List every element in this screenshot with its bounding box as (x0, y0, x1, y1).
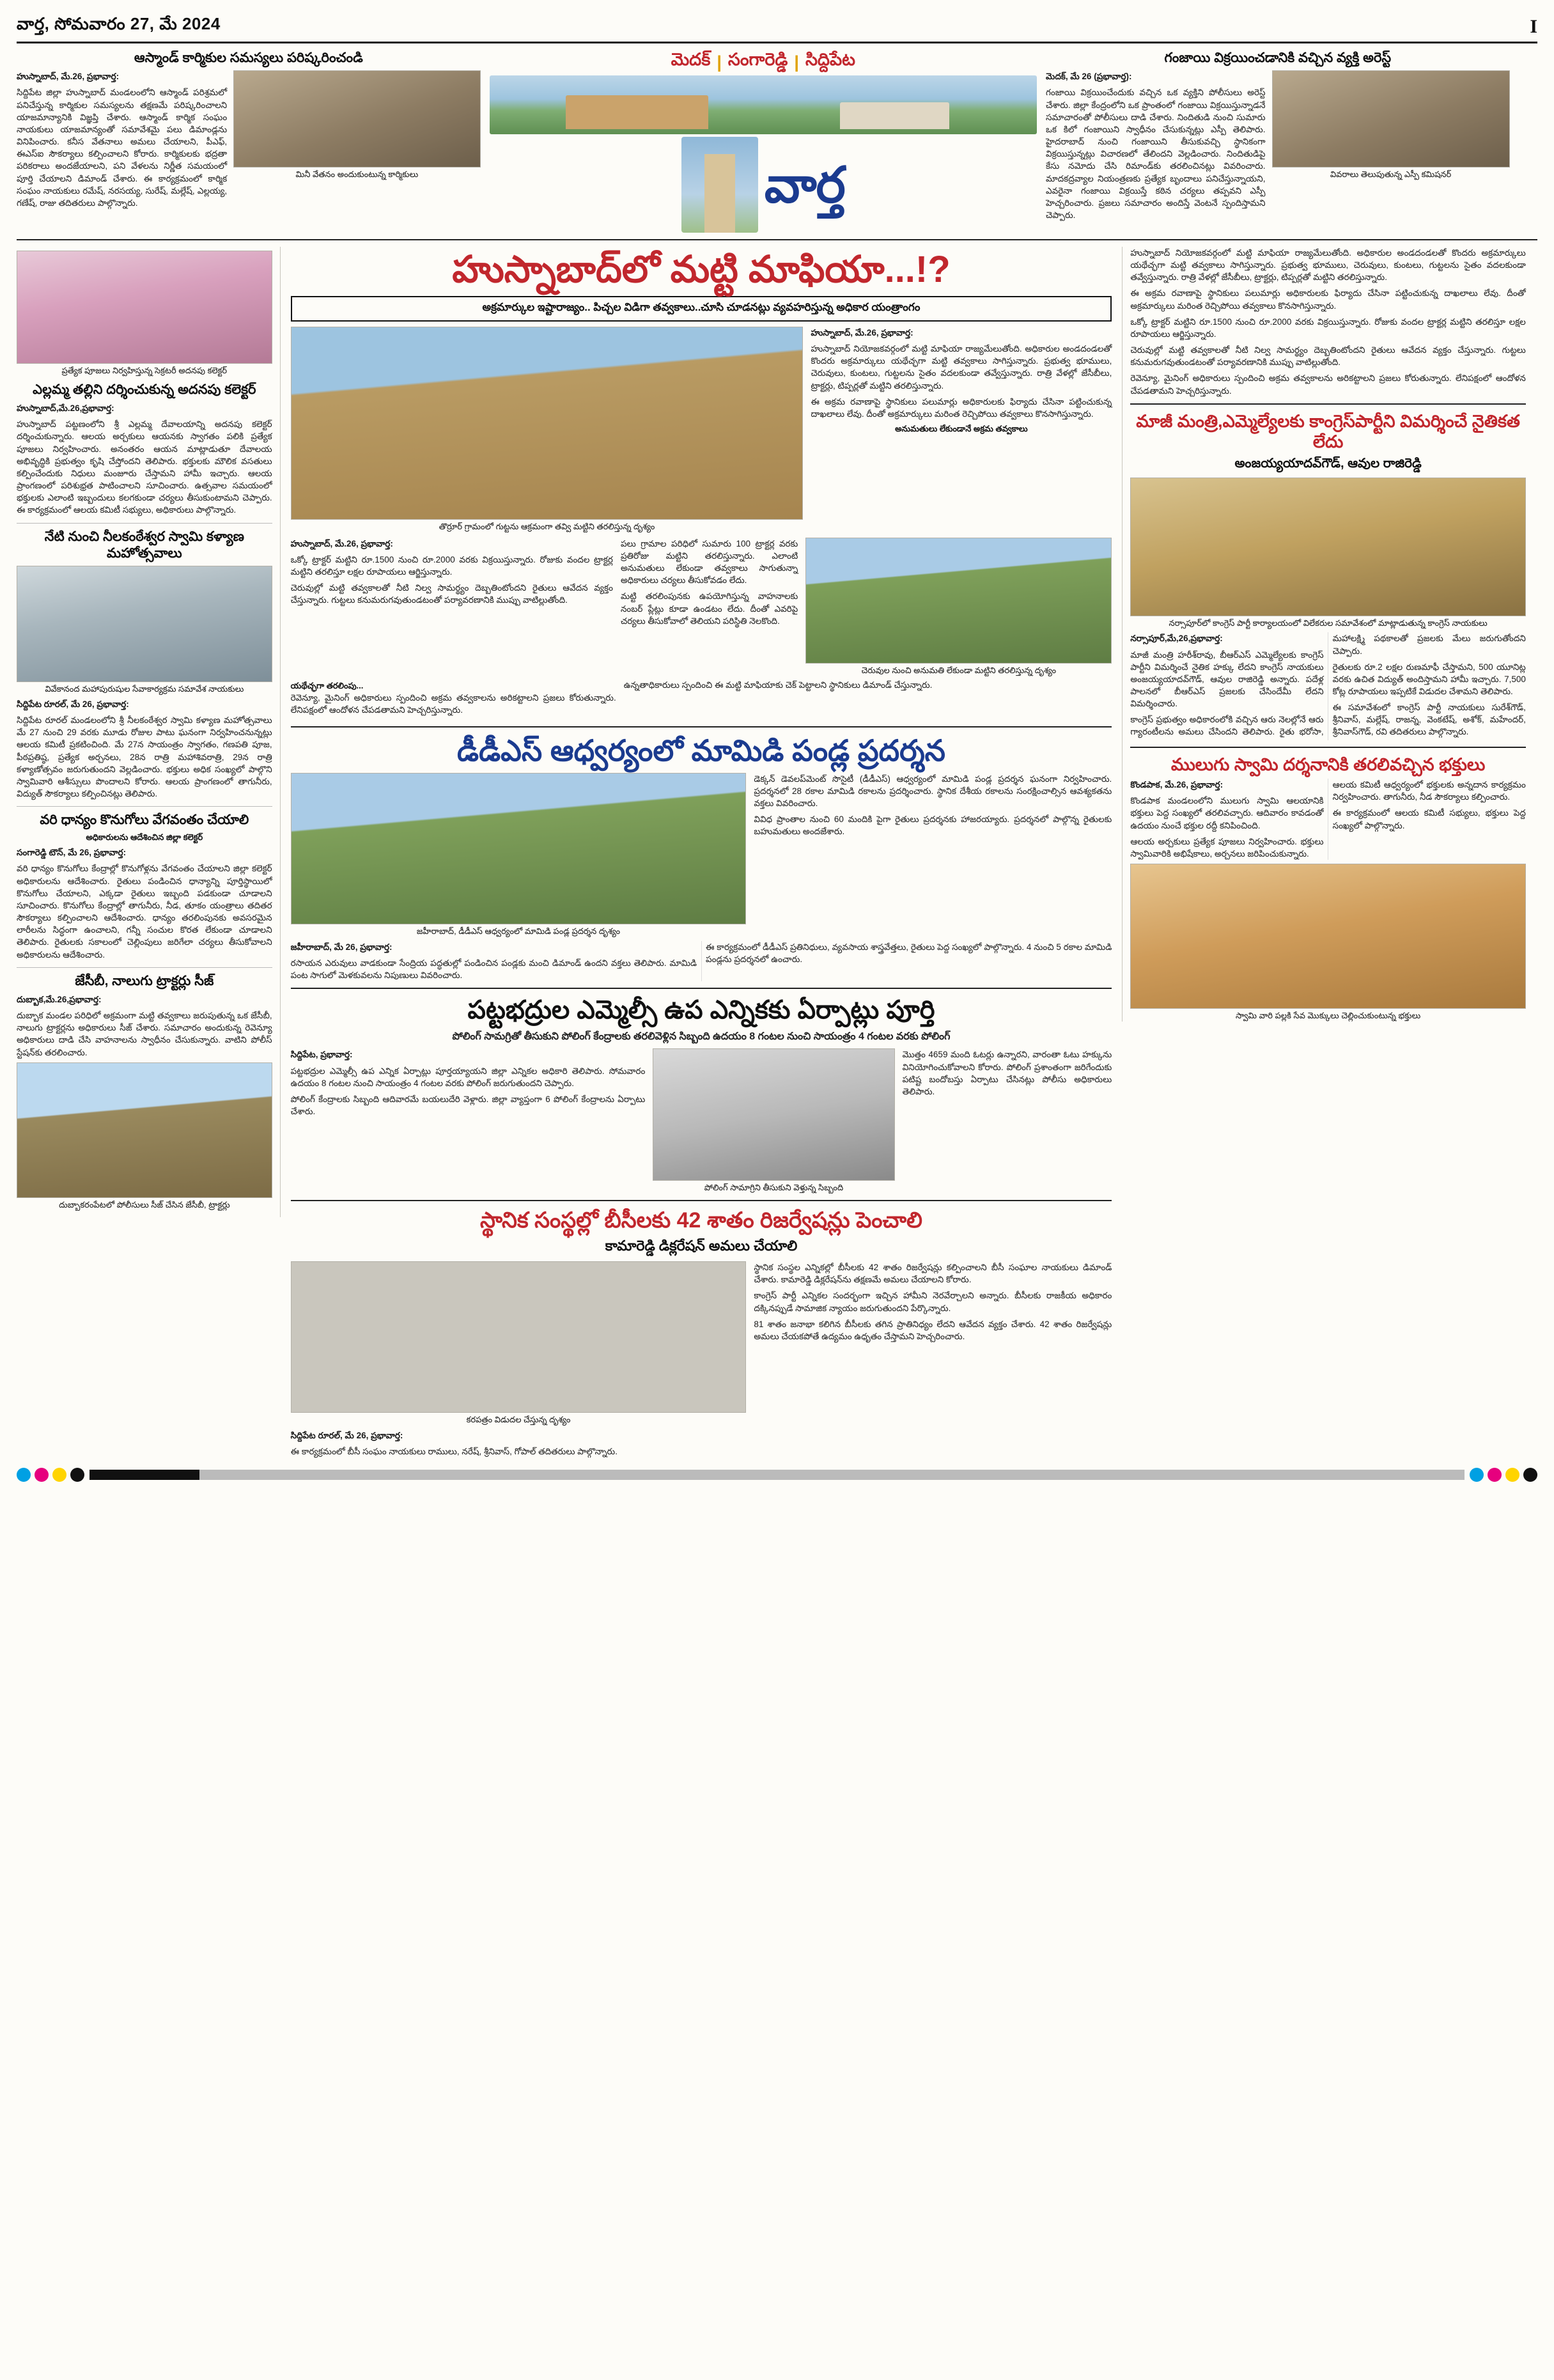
politics-body-2: రైతులకు రూ.2 లక్షల రుణమాఫీ చేస్తామని, 500 యూనిట్ల వరకు ఉచిత విద్యుత్ అందిస్తామని హామీ ఇచ్చారు. 7,500 కోట్ల రూపాయలు ఇప్పటికే విడుదల చేశామని తెలిపారు. (1332, 662, 1526, 697)
top-right-headline: గంజాయి విక్రయించడానికి వచ్చిన వ్యక్తి అరెస్ట్ (1164, 51, 1392, 65)
temple-body-3: ఈ కార్యక్రమంలో ఆలయ కమిటీ సభ్యులు, భక్తులు పెద్ద సంఖ్యలో పాల్గొన్నారు. (1332, 808, 1526, 830)
lead-subhead-band: అక్రమార్కుల ఇష్టారాజ్యం.. పిచ్చల విడిగా తవ్వకాలు..చూసి చూడనట్లు వ్యవహరిస్తున్న అధికార యంత్రాంగం (291, 296, 1112, 322)
left-story-4-dateline: దుబ్బాక,మే.26,ప్రభావార్త: (17, 994, 102, 1004)
left-story-2 (17, 529, 272, 800)
lead-body-3: చెరువుల్లో మట్టి తవ్వకాలతో నీటి నిల్వ సామర్థ్యం దెబ్బతింటోందని రైతులు ఆవేదన వ్యక్తం చేస్తున్నారు. గుట్టలు కనుమరుగవుతుండటంతో పర్యావరణానికి ముప్పు వాటిల్లుతోంది. (290, 583, 613, 605)
header-page-number: I (1530, 16, 1537, 37)
politics-photo-caption: నర్సాపూర్‌లో కాంగ్రెస్ పార్టీ కార్యాలయంలో విలేకరుల సమావేశంలో మాట్లాడుతున్న కాంగ్రెస్ నాయకులు (1169, 618, 1488, 628)
footer-dot-yellow-right (1505, 1468, 1519, 1482)
footer-dot-black-right (1523, 1468, 1537, 1482)
temple-headline: ములుగు స్వామి దర్శనానికి తరలివచ్చిన భక్తులు (1170, 754, 1486, 774)
left-divider-1 (17, 523, 272, 524)
temple-body-2: ఆలయ కమిటీ ఆధ్వర్యంలో భక్తులకు అన్నదాన కార్యక్రమం నిర్వహించారు. తాగునీరు, నీడ సౌకర్యాలు కల్పించారు. (1332, 780, 1526, 802)
page-header (17, 14, 1537, 43)
footer-dot-yellow-left (52, 1468, 66, 1482)
reservation-dateline: సిద్దిపేట రూరల్, మే 26, ప్రభావార్త: (290, 1430, 403, 1440)
lead-photo-2-caption: చెరువుల నుంచి అనుమతి లేకుండా మట్టిని తరలిస్తున్న దృశ్యం (861, 665, 1057, 675)
top-right-story (1046, 50, 1510, 233)
left-photo-4-caption: దుబ్బాకరంపేటలో పోలీసులు సీజ్ చేసిన జేసీబీ, ట్రాక్టర్లు (59, 1199, 230, 1209)
politics-body-0: మాజీ మంత్రి హరీశ్‌రావు, బీఆర్ఎస్ ఎమ్మెల్యేలకు కాంగ్రెస్ పార్టీని విమర్శించే నైతిక హక్కు లేదని కాంగ్రెస్ నాయకులు అంజయ్యయాదవ్‌గౌడ్, ఆవుల రాజిరెడ్డి అన్నారు. పదేళ్ల పాలనలో బీఆర్ఎస్ ప్రజలకు చేసిందేమీ లేదని విమర్శించారు. (1130, 649, 1324, 709)
top-right-dateline: మెదక్, మే 26 (ప్రభావార్త): (1046, 72, 1132, 82)
lead-body-6: మట్టి తరలింపునకు ఉపయోగిస్తున్న వాహనాలకు నంబర్ ప్లేట్లు కూడా ఉండటం లేదు. దీంతో ఎవరిపై చర్యలు తీసుకోవాలో తెలియని పరిస్థితి నెలకొంది. (620, 591, 798, 626)
left-story-3-headline: వరి ధాన్యం కొనుగోలు వేగవంతం చేయాలి (40, 813, 249, 828)
left-photo-1-caption: ప్రత్యేక పూజలు నిర్వహిస్తున్న సెక్రటరీ అదనపు కలెక్టర్ (61, 366, 228, 375)
left-photo-4 (17, 1062, 272, 1198)
header-date: వార్త, సోమవారం 27, మే 2024 (17, 14, 221, 33)
reservation-subhead: కామారెడ్డి డిక్లరేషన్ అమలు చేయాలి (605, 1238, 798, 1254)
lead-subhead-1: అనుమతులు లేకుండానే అక్రమ తవ్వకాలు (895, 424, 1028, 434)
top-left-photo-caption: మినీ వేతనం అందుకుంటున్న కార్మికులు (295, 169, 419, 180)
mango-body-1: వివిధ ప్రాంతాల నుంచి 60 మందికి పైగా రైతులు ప్రదర్శనకు హాజరయ్యారు. ప్రదర్శనలో పాల్గొన్న రైతులకు బహుమతులు అందజేశారు. (754, 814, 1112, 837)
lead-dateline: హుస్నాబాద్, మే.26, ప్రభావార్త: (811, 327, 913, 338)
top-right-photo (1272, 70, 1510, 167)
left-photo-1-block (17, 251, 272, 377)
mango-headline: డీడీఎస్ ఆధ్వర్యంలో మామిడి పండ్ల ప్రదర్శన (457, 733, 945, 767)
left-story-2-dateline: సిద్దిపేట రూరల్, మే 26, ప్రభావార్త: (17, 699, 129, 709)
mango-story (291, 734, 1112, 981)
mlc-story (291, 995, 1112, 1194)
right-divider-1 (1130, 403, 1526, 405)
left-photo-2 (17, 566, 272, 682)
footer-dot-black-left (70, 1468, 84, 1482)
politics-photo (1130, 478, 1526, 616)
left-divider-3 (17, 967, 272, 968)
reservation-body-1: కాంగ్రెస్ పార్టీ ఎన్నికల సందర్భంగా ఇచ్చిన హామీని నెరవేర్చాలని అన్నారు. బీసీలకు రాజకీయ అధికారం దక్కినప్పుడే సామాజిక న్యాయం జరుగుతుందని పేర్కొన్నారు. (754, 1291, 1112, 1313)
mlc-body-2: మొత్తం 4659 మంది ఓటర్లు ఉన్నారని, వారంతా ఓటు హక్కును వినియోగించుకోవాలని కోరారు. పోలింగ్ ప్రశాంతంగా జరిగేందుకు పటిష్ట బందోబస్తు ఏర్పాటు చేసినట్లు పోలీసు అధికారులు తెలిపారు. (902, 1050, 1112, 1096)
left-story-4-headline: జేసీబీ, నాలుగు ట్రాక్టర్లు సీజ్ (75, 973, 214, 988)
politics-subhead: అంజయ్యయాదవ్‌గౌడ్, ఆవుల రాజిరెడ్డి (1234, 456, 1422, 471)
footer-dot-magenta-left (35, 1468, 49, 1482)
right-lead-overflow (1130, 247, 1526, 397)
edition-sep-2: | (794, 52, 799, 72)
mlc-body-0: పట్టభద్రుల ఎమ్మెల్సీ ఉప ఎన్నిక ఏర్పాట్లు పూర్తయ్యాయని జిల్లా ఎన్నికల అధికారి తెలిపారు. సోమవారం ఉదయం 8 గంటల నుంచి సాయంత్రం 4 గంటల వరకు పోలింగ్ జరుగుతుందని చెప్పారు. (290, 1066, 646, 1088)
mango-photo (291, 773, 747, 924)
left-story-3-body: వరి ధాన్యం కొనుగోలు కేంద్రాల్లో కొనుగోళ్లను వేగవంతం చేయాలని జిల్లా కలెక్టర్ అధికారులను ఆదేశించారు. రైతులు పండించిన ధాన్యాన్ని పూర్తిస్థాయిలో కొనుగోలు చేయాలని, ఎక్కడా రైతులు ఇబ్బంది పడకుండా చూడాలని సూచించారు. కొనుగోలు కేంద్రాల్లో తాగునీరు, నీడ, తూకం యంత్రాలు తదితర సౌకర్యాలు కల్పించాలని ఆదేశించారు. ధాన్యం తరలింపునకు అవసరమైన లారీలను సిద్ధంగా ఉంచాలని, గన్నీ సంచుల కొరత లేకుండా చూడాలని తెలిపారు. రైతులకు సకాలంలో చెల్లింపులు జరిగేలా చర్యలు తీసుకోవాలని అధికారులను ఆదేశించారు. (17, 864, 272, 960)
masthead-banner-photo (490, 75, 1037, 134)
left-story-4 (17, 973, 272, 1211)
mlc-headline: పట్టభద్రుల ఎమ్మెల్సీ ఉప ఎన్నికకు ఏర్పాట్లు పూర్తి (467, 996, 935, 1025)
right-column (1122, 247, 1526, 1022)
lead-body-0: హుస్నాబాద్ నియోజకవర్గంలో మట్టి మాఫియా రాజ్యమేలుతోంది. అధికారుల అండదండలతో కొందరు అక్రమార్కులు యథేచ్ఛగా మట్టి తవ్వకాలు సాగిస్తున్నారు. ప్రభుత్వ భూములు, చెరువులు, కుంటలు, గుట్టలను సైతం వదలకుండా తవ్వేస్తున్నారు. రాత్రి వేళల్లో జేసీబీలు, ట్రాక్టర్లు, టిప్పర్లతో మట్టిని తరలిస్తున్నారు. (811, 344, 1112, 391)
left-column (17, 247, 281, 1217)
mlc-body-1: పోలింగ్ కేంద్రాలకు సిబ్బంది ఆదివారమే బయలుదేరి వెళ్లారు. జిల్లా వ్యాప్తంగా 6 పోలింగ్ కేంద్రాలను ఏర్పాటు చేశారు. (290, 1094, 646, 1116)
left-story-1-body: హుస్నాబాద్ పట్టణంలోని శ్రీ ఎల్లమ్మ దేవాలయాన్ని అదనపు కలెక్టర్ దర్శించుకున్నారు. ఆలయ అర్చకులు ఆయనకు స్వాగతం పలికి ప్రత్యేక పూజలు నిర్వహించారు. అనంతరం ఆయన మాట్లాడుతూ దేవాలయ అభివృద్ధికి ప్రభుత్వం కృషి చేస్తోందని తెలిపారు. భక్తులకు మౌలిక వసతులు కల్పించేందుకు నిధులు మంజూరు చేస్తామని హామీ ఇచ్చారు. ఆలయ ప్రాంగణంలో పరిశుభ్రత పాటించాలని సూచించారు. ఉత్సవాల సమయంలో భక్తులకు ఎలాంటి ఇబ్బందులు కలగకుండా చర్యలు తీసుకుంటామని చెప్పారు. ఈ కార్యక్రమంలో ఆలయ కమిటీ సభ్యులు, అధికారులు పాల్గొన్నారు. (17, 419, 272, 515)
top-right-body: గంజాయి విక్రయించేందుకు వచ్చిన ఒక వ్యక్తిని పోలీసులు అరెస్ట్ చేశారు. జిల్లా కేంద్రంలోని ఒక ప్రాంతంలో గంజాయి విక్రయిస్తున్నాడనే సమాచారంతో పోలీసులు దాడి చేశారు. నిందితుడి నుంచి సుమారు ఒక కిలో గంజాయిని స్వాధీనం చేసుకున్నట్లు ఎస్పీ తెలిపారు. హైదరాబాద్ నుంచి గంజాయిని తీసుకువచ్చి స్థానికంగా విక్రయిస్తున్నట్లు విచారణలో తేలిందని వెల్లడించారు. నిందితుడిపై కేసు నమోదు చేసి రిమాండ్‌కు తరలించినట్లు వివరించారు. మాదకద్రవ్యాల నియంత్రణకు ప్రత్యేక బృందాలు పనిచేస్తున్నాయని, ఎవరైనా గంజాయి విక్రయిస్తే కఠిన చర్యలు తప్పవని ఎస్పీ హెచ్చరించారు. ప్రజలు సమాచారం అందిస్తే వెంటనే స్పందిస్తామని చెప్పారు. (1046, 88, 1266, 220)
temple-dateline: కొండపాక, మే.26, ప్రభావార్త: (1130, 780, 1224, 790)
politics-headline: మాజీ మంత్రి,ఎమ్మెల్యేలకు కాంగ్రెస్‌పార్టీని విమర్శించే నైతికత లేదు (1136, 411, 1520, 452)
temple-photo (1130, 864, 1526, 1009)
temple-body-1: ఆలయ అర్చకులు ప్రత్యేక పూజలు నిర్వహించారు. భక్తులు స్వామివారికి అభిషేకాలు, అర్చనలు జరిపించుకున్నారు. (1130, 836, 1324, 859)
right-overflow-1: ఈ అక్రమ రవాణాపై స్థానికులు పలుమార్లు అధికారులకు ఫిర్యాదు చేసినా పట్టించుకున్న దాఖలాలు లేవు. దీంతో అక్రమార్కులు మరింత రెచ్చిపోయి తవ్వకాలు కొనసాగిస్తున్నారు. (1130, 288, 1526, 311)
reservation-photo-caption: కరపత్రం విడుదల చేస్తున్న దృశ్యం (466, 1415, 571, 1425)
top-left-story (17, 50, 481, 233)
lead-photo-main-caption: తొర్రూర్ గ్రామంలో గుట్టను ఆక్రమంగా తవ్వి మట్టిని తరలిస్తున్న దృశ్యం (439, 521, 655, 531)
left-story-3 (17, 812, 272, 961)
mid-divider-2 (291, 988, 1112, 989)
top-left-body: సిద్దిపేట జిల్లా హుస్నాబాద్ మండలంలోని ఆస్మాండ్ పరిశ్రమలో పనిచేస్తున్న కార్మికుల సమస్యలను తక్షణమే పరిష్కరించాలని యాజమాన్యానికి విజ్ఞప్తి చేశారు. ఆస్మాండ్ కార్మిక సంఘం నాయకులు యాజమాన్యంతో సమావేశమై పలు డిమాండ్లను వినిపించారు. కనీస వేతనాలు అమలు చేయాలని, పీఎఫ్, ఈఎస్ఐ సౌకర్యాలు కల్పించాలని కోరారు. కార్మికులకు భద్రతా పరికరాలు అందజేయాలని, పని వేళలను నిర్ణీత సమయంలో పూర్తి చేయాలని డిమాండ్ చేశారు. ఈ కార్యక్రమంలో కార్మిక సంఘం నాయకులు రమేష్, నరసయ్య, సురేష్, మల్లేష్, ఎల్లయ్య, గణేష్, రాజు తదితరులు పాల్గొన్నారు. (17, 88, 228, 208)
footer-dot-magenta-right (1488, 1468, 1502, 1482)
mango-body-3: ఈ కార్యక్రమంలో డీడీఎస్ ప్రతినిధులు, వ్యవసాయ శాస్త్రవేత్తలు, రైతులు పెద్ద సంఖ్యలో పాల్గొన్నారు. 4 నుంచి 5 రకాల మామిడి పండ్లను ప్రదర్శనలో ఉంచారు. (706, 942, 1112, 964)
reservation-headline: స్థానిక సంస్థల్లో బీసీలకు 42 శాతం రిజర్వేషన్లు పెంచాలి (480, 1208, 922, 1233)
mango-photo-caption: జహీరాబాద్, డీడీఎస్ ఆధ్వర్యంలో మామిడి పండ్ల ప్రదర్శన దృశ్యం (416, 926, 621, 936)
left-story-1-dateline: హుస్నాబాద్,మే.26,ప్రభావార్త: (17, 403, 114, 414)
lead-photo-main (291, 327, 804, 520)
right-temple-story (1130, 754, 1526, 1022)
footer-gradient-bar (89, 1470, 1465, 1480)
lead-body-4: రెవెన్యూ, మైనింగ్ అధికారులు స్పందించి అక్రమ తవ్వకాలను అరికట్టాలని ప్రజలు కోరుతున్నారు. లేనిపక్షంలో ఆందోళన చేపడతామని హెచ్చరిస్తున్నారు. (290, 692, 616, 715)
masthead-title: వార్త (764, 157, 845, 213)
edition-sep-1: | (717, 52, 722, 72)
top-left-headline: ఆస్మాండ్ కార్మికుల సమస్యలు పరిష్కరించండి (134, 51, 363, 65)
temple-body-0: కొండపాక మండలంలోని ములుగు స్వామి ఆలయానికి భక్తులు పెద్ద సంఖ్యలో తరలివచ్చారు. ఆదివారం కావడంతో ఉదయం నుంచే భక్తుల రద్దీ కనిపించింది. (1130, 796, 1324, 830)
lead-subhead-2: యథేచ్ఛగా తరలింపు... (290, 680, 364, 690)
masthead-tower-photo (681, 137, 758, 233)
footer-dot-cyan-right (1470, 1468, 1484, 1482)
top-left-photo (233, 70, 480, 167)
politics-body-1: కాంగ్రెస్ ప్రభుత్వం అధికారంలోకి వచ్చిన ఆరు నెలల్లోనే ఆరు గ్యారంటీలను అమలు చేసిందని తెలిపారు. రైతు భరోసా, మహాలక్ష్మి పథకాలతో ప్రజలకు మేలు జరుగుతోందని చెప్పారు. (1130, 634, 1526, 737)
main-content (17, 247, 1537, 1461)
right-overflow-4: రెవెన్యూ, మైనింగ్ అధికారులు స్పందించి అక్రమ తవ్వకాలను అరికట్టాలని ప్రజలు కోరుతున్నారు. లేనిపక్షంలో ఆందోళన చేపడతామని హెచ్చరిస్తున్నారు. (1130, 373, 1526, 396)
lead-headline: హుస్నాబాద్‌లో మట్టి మాఫియా...!? (452, 249, 951, 290)
masthead (490, 50, 1037, 233)
lead-body-2: ఒక్కో ట్రాక్టర్ మట్టిని రూ.1500 నుంచి రూ.2000 వరకు విక్రయిస్తున్నారు. రోజుకు వందల ట్రాక్టర్ల మట్టిని తరలిస్తూ లక్షల రూపాయలు ఆర్జిస్తున్నారు. (290, 555, 613, 577)
lead-photo-2 (805, 538, 1112, 664)
right-overflow-3: చెరువుల్లో మట్టి తవ్వకాలతో నీటి నిల్వ సామర్థ్యం దెబ్బతింటోందని రైతులు ఆవేదన వ్యక్తం చేస్తున్నారు. గుట్టలు కనుమరుగవుతుండటంతో పర్యావరణానికి ముప్పు వాటిల్లుతోంది. (1130, 345, 1526, 368)
middle-column (291, 247, 1112, 1461)
left-photo-2-caption: వివేకానంద మహాపురుషుల సేవాకార్యక్రమ సమావేశ నాయకులు (45, 684, 244, 694)
lead-dateline-2: హుస్నాబాద్, మే.26, ప్రభావార్త: (290, 538, 393, 548)
mlc-photo-caption: పోలింగ్ సామాగ్రిని తీసుకుని వెళ్తున్న సిబ్బంది (704, 1183, 844, 1193)
right-divider-2 (1130, 747, 1526, 748)
temple-photo-caption: స్వామి వారి పల్లకి సేవ మొక్కులు చెల్లించుకుంటున్న భక్తులు (1235, 1010, 1421, 1020)
reservation-body-2: 81 శాతం జనాభా కలిగిన బీసీలకు తగిన ప్రాతినిధ్యం లేదని ఆవేదన వ్యక్తం చేశారు. 42 శాతం రిజర్వేషన్లు అమలు చేయకపోతే ఉద్యమం ఉధృతం చేస్తామని హెచ్చరించారు. (754, 1319, 1112, 1341)
mango-body-2: రసాయన ఎరువులు వాడకుండా సేంద్రియ పద్ధతుల్లో పండించిన పండ్లకు మంచి డిమాండ్ ఉందని వక్తలు తెలిపారు. మామిడి పంట సాగులో మెళకువలను నిపుణులు వివరించారు. (290, 958, 697, 981)
edition-medak[interactable]: మెదక్ (671, 50, 711, 69)
left-story-2-body: సిద్దిపేట రూరల్ మండలంలోని శ్రీ నీలకంఠేశ్వర స్వామి కళ్యాణ మహోత్సవాలు మే 27 నుంచి 29 వరకు మూడు రోజుల పాటు ఘనంగా నిర్వహించనున్నట్లు ఆలయ కమిటీ ప్రకటించింది. మే 27న సాయంత్రం స్వాగతం, గణపతి పూజ, పీఠప్రతిష్ఠ, ప్రత్యేక అర్చనలు, 28న రాత్రి మహాశివరాత్రి, 29న రాత్రి కళ్యాణోత్సవం జరుగుతుందని వెల్లడించారు. భక్తులు అధిక సంఖ్యలో పాల్గొని స్వామివారి ఆశీస్సులు పొందాలని కోరారు. ఆలయ ప్రాంగణంలో తాగునీరు, విద్యుత్ సౌకర్యాలు కల్పించినట్లు తెలిపారు. (17, 715, 272, 799)
left-story-1 (17, 382, 272, 517)
footer-dots-left (17, 1468, 84, 1482)
left-story-2-headline: నేటి నుంచి నీలకంఠేశ్వర స్వామి కళ్యాణ మహోత్సవాలు (44, 529, 244, 561)
mlc-photo (653, 1048, 894, 1181)
lead-body-5: పలు గ్రామాల పరిధిలో సుమారు 100 ట్రాక్టర్ల వరకు ప్రతిరోజు మట్టిని తరలిస్తున్నారు. ఎలాంటి అనుమతులు లేకుండా తవ్వకాలు సాగుతున్నా అధికారులు చర్యలు తీసుకోవడం లేదు. (620, 538, 798, 586)
lead-story (291, 249, 1112, 720)
reservation-body-0: స్థానిక సంస్థల ఎన్నికల్లో బీసీలకు 42 శాతం రిజర్వేషన్లు కల్పించాలని బీసీ సంఘాల నాయకులు డిమాండ్ చేశారు. కామారెడ్డి డిక్లరేషన్‌ను తక్షణమే అమలు చేయాలని కోరారు. (754, 1263, 1112, 1285)
header-divider (17, 239, 1537, 240)
lead-body-7: ఉన్నతాధికారులు స్పందించి ఈ మట్టి మాఫియాకు చెక్ పెట్టాలని స్థానికులు డిమాండ్ చేస్తున్నారు. (623, 680, 933, 690)
left-photo-1 (17, 251, 272, 364)
mid-divider-3 (291, 1200, 1112, 1201)
top-band (17, 50, 1537, 233)
edition-sangareddy[interactable]: సంగారెడ్డి (727, 50, 788, 69)
edition-siddipet[interactable]: సిద్దిపేట (805, 50, 856, 69)
left-story-1-headline: ఎల్లమ్మ తల్లిని దర్శించుకున్న అదనపు కలెక్టర్ (33, 382, 256, 397)
right-politics-story (1130, 411, 1526, 740)
right-overflow-0: హుస్నాబాద్ నియోజకవర్గంలో మట్టి మాఫియా రాజ్యమేలుతోంది. అధికారుల అండదండలతో కొందరు అక్రమార్కులు యథేచ్ఛగా మట్టి తవ్వకాలు సాగిస్తున్నారు. ప్రభుత్వ భూములు, చెరువులు, కుంటలు, గుట్టలను సైతం వదలకుండా తవ్వేస్తున్నారు. రాత్రి వేళల్లో జేసీబీలు, ట్రాక్టర్లు, టిప్పర్లతో మట్టిని తరలిస్తున్నారు. (1130, 248, 1526, 283)
masthead-editions (490, 50, 1037, 74)
mango-body-0: డెక్కన్ డెవలప్‌మెంట్ సొసైటీ (డీడీఎస్) ఆధ్వర్యంలో మామిడి పండ్ల ప్రదర్శన ఘనంగా నిర్వహించారు. ప్రదర్శనలో 28 రకాల మామిడి రకాలను ప్రదర్శించారు. స్థానిక దేశీయ రకాలను సంరక్షించాల్సిన ఆవశ్యకతను వక్తలు వివరించారు. (754, 774, 1112, 809)
reservation-photo (291, 1261, 747, 1413)
top-right-photo-caption: వివరాలు తెలుపుతున్న ఎస్పీ కమిషనర్ (1330, 169, 1452, 180)
left-story-4-body: దుబ్బాక మండల పరిధిలో అక్రమంగా మట్టి తవ్వకాలు జరుపుతున్న ఒక జేసీబీ, నాలుగు ట్రాక్టర్లను అధికారులు సీజ్ చేశారు. సమాచారం అందుకున్న రెవెన్యూ అధికారులు దాడి చేసి వాహనాలను స్వాధీనం చేసుకున్నారు. వాటిని పోలీస్ స్టేషన్‌కు తరలించారు. (17, 1011, 272, 1057)
mango-dateline: జహీరాబాద్, మే 26, ప్రభావార్త: (290, 942, 392, 952)
mid-divider-1 (291, 726, 1112, 727)
lead-body-1: ఈ అక్రమ రవాణాపై స్థానికులు పలుమార్లు అధికారులకు ఫిర్యాదు చేసినా పట్టించుకున్న దాఖలాలు లేవు. దీంతో అక్రమార్కులు మరింత రెచ్చిపోయి తవ్వకాలు కొనసాగిస్తున్నారు. (811, 396, 1112, 419)
footer-dots-right (1470, 1468, 1537, 1482)
reservation-body-3: ఈ కార్యక్రమంలో బీసీ సంఘం నాయకులు రాములు, నరేష్, శ్రీనివాస్, గోపాల్ తదితరులు పాల్గొన్నారు. (290, 1447, 618, 1457)
left-story-3-subcaption: అధికారులను ఆదేశించిన జిల్లా కలెక్టర్ (86, 832, 203, 843)
politics-dateline: నర్సాపూర్,మే,26,ప్రభావార్త: (1130, 634, 1223, 644)
footer-registration-marks (17, 1468, 1537, 1482)
top-left-dateline: హుస్నాబాద్, మే.26, ప్రభావార్త: (17, 72, 120, 82)
right-overflow-2: ఒక్కో ట్రాక్టర్ మట్టిని రూ.1500 నుంచి రూ.2000 వరకు విక్రయిస్తున్నారు. రోజుకు వందల ట్రాక్టర్ల మట్టిని తరలిస్తూ లక్షల రూపాయలు ఆర్జిస్తున్నారు. (1130, 316, 1526, 339)
footer-dot-cyan-left (17, 1468, 31, 1482)
left-story-3-dateline: సంగారెడ్డి టౌన్, మే 26, ప్రభావార్త: (17, 848, 127, 858)
mlc-kicker: పోలింగ్ సామగ్రితో తీసుకుని పోలింగ్ కేంద్రాలకు తరలివెళ్లిన సిబ్బంది ఉదయం 8 గంటల నుంచి సాయంత్రం 4 గంటల వరకు పోలింగ్ (452, 1031, 951, 1043)
left-divider-2 (17, 806, 272, 807)
reservation-story (291, 1208, 1112, 1461)
mlc-dateline: సిద్దిపేట, ప్రభావార్త: (290, 1050, 353, 1060)
politics-body-3: ఈ సమావేశంలో కాంగ్రెస్ పార్టీ నాయకులు సురేశ్‌గౌడ్, శ్రీనివాస్, మల్లేష్, రాజన్న, వెంకటేష్, అశోక్, మహేందర్, శ్రీనివాస్‌గౌడ్, రవి తదితరులు పాల్గొన్నారు. (1332, 703, 1526, 737)
